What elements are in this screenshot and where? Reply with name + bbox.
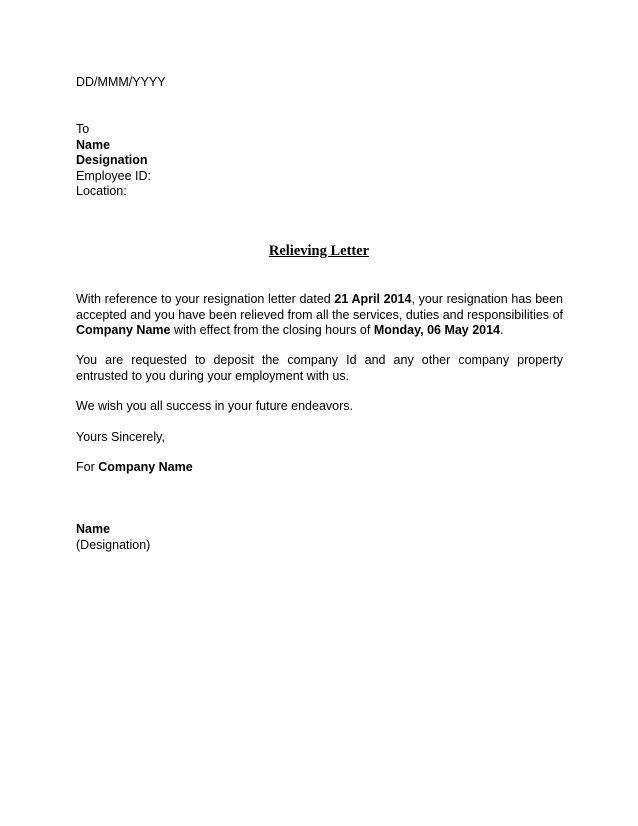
paragraph-relieving-text-2: , your resignation has been accepted and you have been relieved from all the services, duties and responsibilities of [76,292,563,322]
recipient-name: Name [76,137,111,152]
recipient-designation: Designation [76,153,148,167]
recipient-location: Location: [76,184,127,198]
resignation-date: 21 April 2014 [334,292,412,306]
paragraph-relieving-text-3: with effect from the closing hours of [170,323,374,337]
for-company-line [76,460,563,476]
letter-title: Relieving Letter [268,243,370,259]
paragraph-wishes: We wish you all success in your future endeavors. [76,399,353,413]
for-company-name: Company Name [98,460,193,474]
relieving-date: Monday, 06 May 2014 [373,323,501,337]
company-name: Company Name [76,323,171,337]
recipient-employee-id: Employee ID: [76,168,152,183]
paragraph-deposit: You are requested to deposit the company Id and any other company property entrusted to you during your employment with us. [76,353,563,383]
closing-salutation: Yours Sincerely, [76,430,165,444]
signatory-name: Name [76,522,111,536]
paragraph-relieving [76,292,563,339]
signatory-block [76,522,150,553]
recipient-to: To [76,122,90,136]
recipient-block [76,122,151,200]
signatory-designation: (Designation) [76,537,151,552]
paragraph-relieving-text-1: With reference to your resignation letter dated [76,292,335,306]
paragraph-relieving-text-4: . [500,323,504,337]
for-prefix: For [76,460,99,474]
letter-date: DD/MMM/YYYY [76,75,166,89]
